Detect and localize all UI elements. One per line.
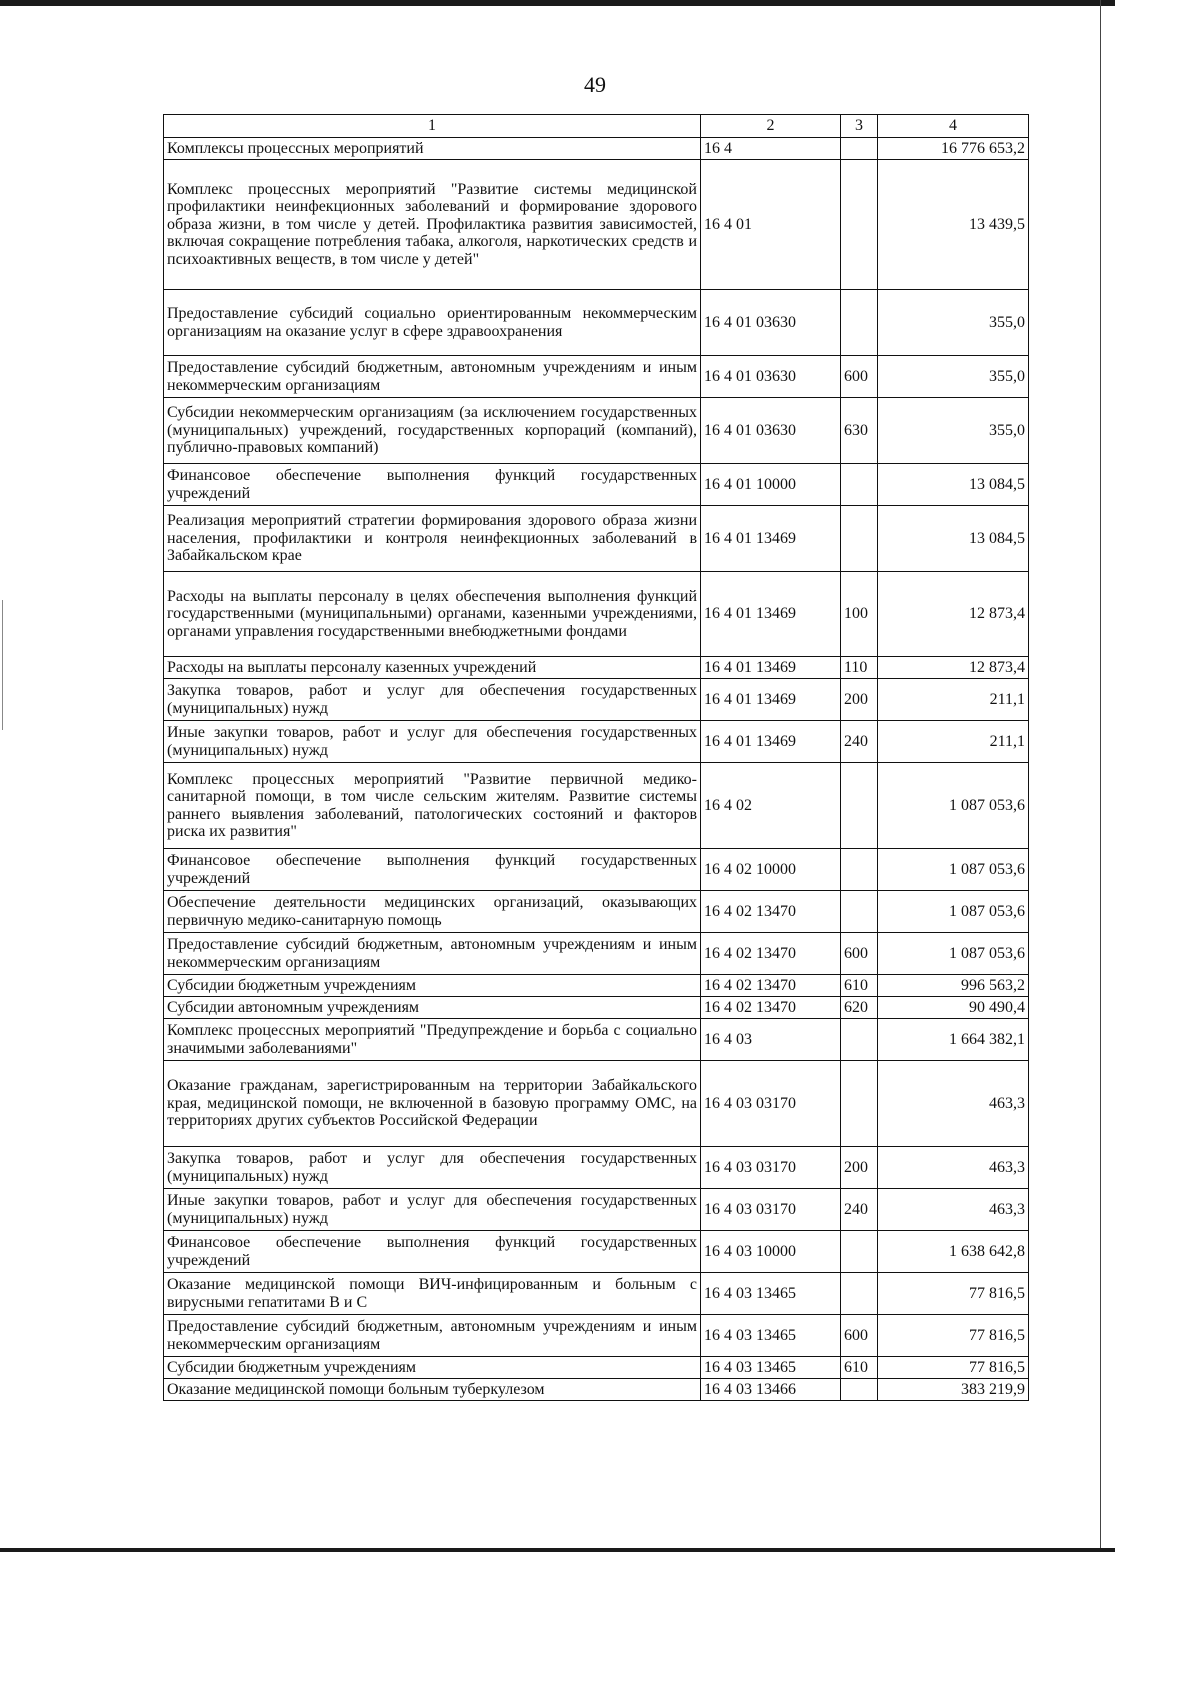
table-row [164, 1379, 1029, 1401]
scan-border-right [1100, 0, 1101, 1548]
row-expense-type: 240 [841, 721, 878, 763]
row-expense-type [841, 1231, 878, 1273]
row-name: Закупка товаров, работ и услуг для обеспечения государственных (муниципальных) нужд [164, 1147, 701, 1189]
row-code: 16 4 [701, 138, 841, 160]
table-row [164, 398, 1029, 464]
row-code: 16 4 03 13465 [701, 1357, 841, 1379]
table-header-row [164, 115, 1029, 138]
row-amount: 355,0 [878, 398, 1029, 464]
row-amount: 77 816,5 [878, 1357, 1029, 1379]
row-expense-type: 200 [841, 1147, 878, 1189]
column-header: 4 [878, 115, 1029, 138]
table-row [164, 138, 1029, 160]
row-expense-type: 240 [841, 1189, 878, 1231]
table-row [164, 356, 1029, 398]
row-code: 16 4 01 13469 [701, 572, 841, 657]
table-row [164, 1147, 1029, 1189]
row-code: 16 4 03 10000 [701, 1231, 841, 1273]
row-name: Субсидии некоммерческим организациям (за исключением государственных (муниципальных) учреждений, государственных корпораций (компаний), публично-правовых компаний) [164, 398, 701, 464]
row-expense-type: 610 [841, 975, 878, 997]
row-amount: 463,3 [878, 1147, 1029, 1189]
table-row [164, 464, 1029, 506]
row-amount: 996 563,2 [878, 975, 1029, 997]
row-code: 16 4 01 03630 [701, 356, 841, 398]
table-row [164, 1061, 1029, 1147]
row-amount: 13 439,5 [878, 160, 1029, 290]
table-row [164, 572, 1029, 657]
row-name: Субсидии автономным учреждениям [164, 997, 701, 1019]
table-body [164, 138, 1029, 1401]
row-amount: 355,0 [878, 356, 1029, 398]
row-name: Предоставление субсидий социально ориентированным некоммерческим организациям на оказание услуг в сфере здравоохранения [164, 290, 701, 356]
page-number: 49 [584, 72, 606, 97]
row-amount: 1 638 642,8 [878, 1231, 1029, 1273]
table-row [164, 506, 1029, 572]
row-amount: 355,0 [878, 290, 1029, 356]
row-code: 16 4 01 03630 [701, 290, 841, 356]
row-name: Иные закупки товаров, работ и услуг для обеспечения государственных (муниципальных) нужд [164, 1189, 701, 1231]
scan-border-bottom [0, 1548, 1115, 1552]
row-amount: 211,1 [878, 679, 1029, 721]
row-amount: 77 816,5 [878, 1273, 1029, 1315]
row-expense-type [841, 160, 878, 290]
row-amount: 211,1 [878, 721, 1029, 763]
row-expense-type: 110 [841, 657, 878, 679]
table-row [164, 721, 1029, 763]
row-amount: 383 219,9 [878, 1379, 1029, 1401]
table-row [164, 1231, 1029, 1273]
row-expense-type [841, 506, 878, 572]
row-name: Иные закупки товаров, работ и услуг для обеспечения государственных (муниципальных) нужд [164, 721, 701, 763]
row-name: Расходы на выплаты персоналу казенных учреждений [164, 657, 701, 679]
row-code: 16 4 03 03170 [701, 1061, 841, 1147]
row-expense-type [841, 1379, 878, 1401]
row-expense-type [841, 138, 878, 160]
row-expense-type: 600 [841, 1315, 878, 1357]
table-row [164, 1357, 1029, 1379]
row-amount: 13 084,5 [878, 506, 1029, 572]
row-name: Комплекс процессных мероприятий "Развитие системы медицинской профилактики неинфекционных заболеваний и формирование здорового образа жизни, в том числе у детей. Профилактика развития зависимостей, включая сокращение потребления табака, алкоголя, наркотических средств и психоактивных веществ, в том числе у детей" [164, 160, 701, 290]
row-name: Обеспечение деятельности медицинских организаций, оказывающих первичную медико-санитарную помощь [164, 891, 701, 933]
row-amount: 1 087 053,6 [878, 763, 1029, 849]
row-amount: 1 087 053,6 [878, 933, 1029, 975]
row-code: 16 4 01 10000 [701, 464, 841, 506]
table-row [164, 657, 1029, 679]
row-expense-type: 630 [841, 398, 878, 464]
row-code: 16 4 02 13470 [701, 891, 841, 933]
row-code: 16 4 01 13469 [701, 657, 841, 679]
row-name: Финансовое обеспечение выполнения функций государственных учреждений [164, 1231, 701, 1273]
row-name: Реализация мероприятий стратегии формирования здорового образа жизни населения, профилактики и контроля неинфекционных заболеваний в Забайкальском крае [164, 506, 701, 572]
row-expense-type [841, 849, 878, 891]
row-code: 16 4 03 03170 [701, 1147, 841, 1189]
row-amount: 463,3 [878, 1061, 1029, 1147]
row-name: Комплекс процессных мероприятий "Предупреждение и борьба с социально значимыми заболеваниями" [164, 1019, 701, 1061]
scan-border-top [0, 0, 1115, 6]
row-amount: 1 087 053,6 [878, 849, 1029, 891]
table-row [164, 763, 1029, 849]
row-code: 16 4 01 03630 [701, 398, 841, 464]
row-code: 16 4 02 13470 [701, 975, 841, 997]
row-expense-type [841, 464, 878, 506]
row-amount: 12 873,4 [878, 572, 1029, 657]
row-expense-type: 620 [841, 997, 878, 1019]
row-code: 16 4 03 [701, 1019, 841, 1061]
row-expense-type [841, 1061, 878, 1147]
row-name: Закупка товаров, работ и услуг для обеспечения государственных (муниципальных) нужд [164, 679, 701, 721]
row-name: Предоставление субсидий бюджетным, автономным учреждениям и иным некоммерческим организациям [164, 356, 701, 398]
row-code: 16 4 01 13469 [701, 721, 841, 763]
row-code: 16 4 02 13470 [701, 933, 841, 975]
row-name: Оказание медицинской помощи больным туберкулезом [164, 1379, 701, 1401]
row-amount: 13 084,5 [878, 464, 1029, 506]
table-row [164, 160, 1029, 290]
row-expense-type: 610 [841, 1357, 878, 1379]
row-amount: 1 664 382,1 [878, 1019, 1029, 1061]
column-header: 3 [841, 115, 878, 138]
row-name: Субсидии бюджетным учреждениям [164, 975, 701, 997]
row-amount: 463,3 [878, 1189, 1029, 1231]
table-row [164, 997, 1029, 1019]
table-row [164, 891, 1029, 933]
row-expense-type: 100 [841, 572, 878, 657]
table-row [164, 975, 1029, 997]
row-name: Субсидии бюджетным учреждениям [164, 1357, 701, 1379]
table-row [164, 849, 1029, 891]
budget-table [163, 114, 1029, 1401]
row-amount: 16 776 653,2 [878, 138, 1029, 160]
table-row [164, 1189, 1029, 1231]
row-code: 16 4 01 13469 [701, 506, 841, 572]
row-expense-type [841, 1019, 878, 1061]
table-row [164, 1315, 1029, 1357]
row-code: 16 4 01 13469 [701, 679, 841, 721]
row-code: 16 4 03 03170 [701, 1189, 841, 1231]
row-amount: 1 087 053,6 [878, 891, 1029, 933]
table-row [164, 679, 1029, 721]
row-name: Комплексы процессных мероприятий [164, 138, 701, 160]
column-header: 2 [701, 115, 841, 138]
row-code: 16 4 01 [701, 160, 841, 290]
row-name: Оказание гражданам, зарегистрированным на территории Забайкальского края, медицинской помощи, не включенной в базовую программу ОМС, на территориях других субъектов Российской Федерации [164, 1061, 701, 1147]
table-row [164, 1019, 1029, 1061]
row-name: Предоставление субсидий бюджетным, автономным учреждениям и иным некоммерческим организациям [164, 933, 701, 975]
column-header: 1 [164, 115, 701, 138]
row-name: Предоставление субсидий бюджетным, автономным учреждениям и иным некоммерческим организациям [164, 1315, 701, 1357]
table-row [164, 933, 1029, 975]
row-expense-type [841, 1273, 878, 1315]
row-expense-type [841, 891, 878, 933]
row-expense-type: 200 [841, 679, 878, 721]
row-expense-type [841, 763, 878, 849]
row-name: Финансовое обеспечение выполнения функций государственных учреждений [164, 849, 701, 891]
row-code: 16 4 03 13465 [701, 1315, 841, 1357]
row-amount: 12 873,4 [878, 657, 1029, 679]
row-amount: 77 816,5 [878, 1315, 1029, 1357]
row-expense-type [841, 290, 878, 356]
table-row [164, 1273, 1029, 1315]
row-name: Комплекс процессных мероприятий "Развитие первичной медико-санитарной помощи, в том числе сельским жителям. Развитие системы раннего выявления заболеваний, патологических состояний и факторов риска их развития" [164, 763, 701, 849]
row-code: 16 4 02 [701, 763, 841, 849]
row-code: 16 4 03 13465 [701, 1273, 841, 1315]
row-code: 16 4 03 13466 [701, 1379, 841, 1401]
row-code: 16 4 02 13470 [701, 997, 841, 1019]
table-row [164, 290, 1029, 356]
row-name: Оказание медицинской помощи ВИЧ-инфицированным и больным с вирусными гепатитами В и С [164, 1273, 701, 1315]
scan-mark-left [2, 600, 3, 730]
row-name: Расходы на выплаты персоналу в целях обеспечения выполнения функций государственными (муниципальными) органами, казенными учреждениями, органами управления государственными внебюджетными фондами [164, 572, 701, 657]
row-expense-type: 600 [841, 356, 878, 398]
row-amount: 90 490,4 [878, 997, 1029, 1019]
row-expense-type: 600 [841, 933, 878, 975]
row-code: 16 4 02 10000 [701, 849, 841, 891]
row-name: Финансовое обеспечение выполнения функций государственных учреждений [164, 464, 701, 506]
